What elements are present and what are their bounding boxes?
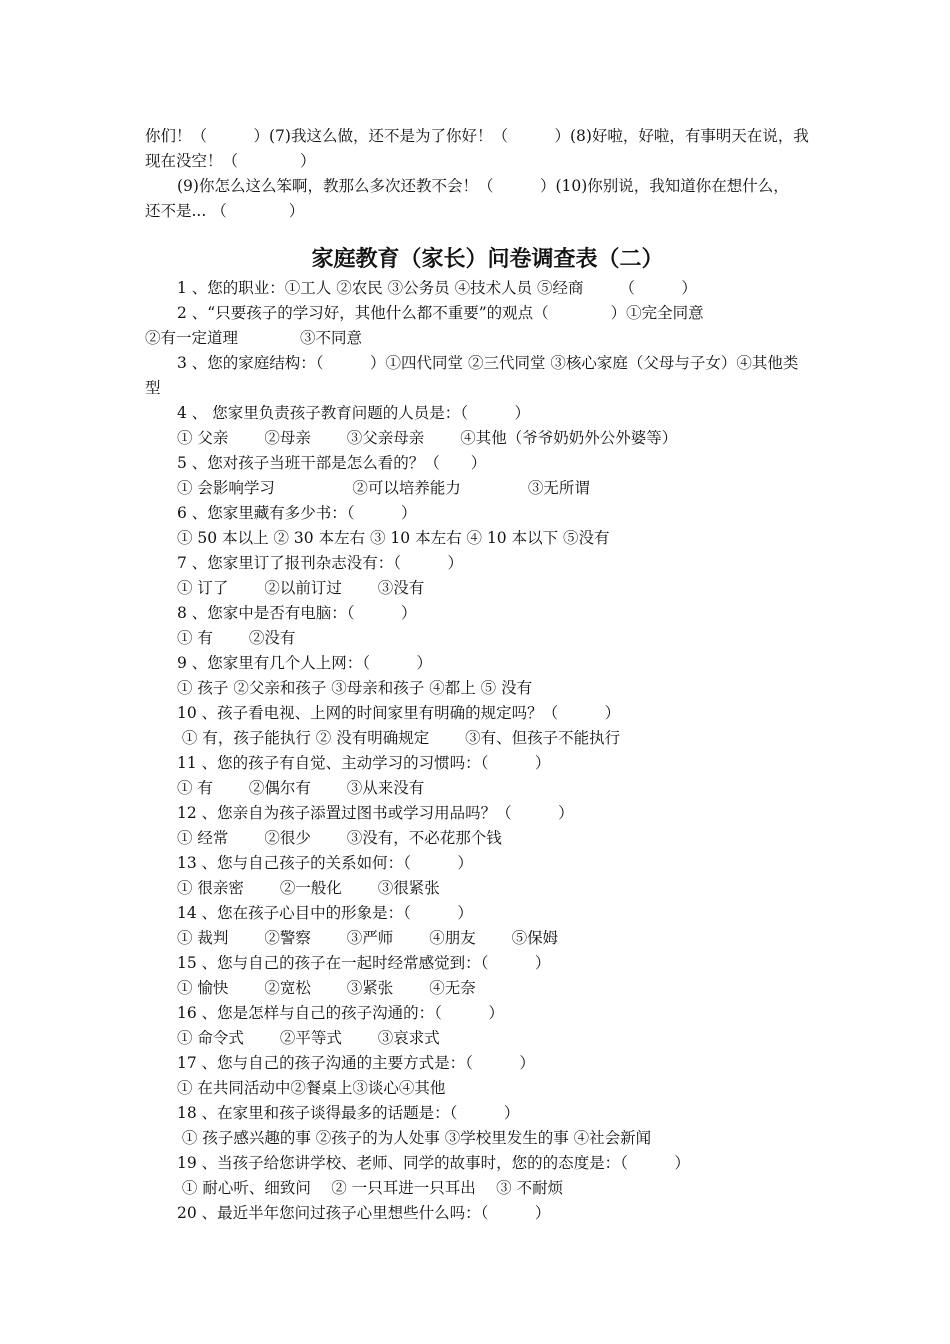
option-line: ① 耐心听、细致问 ② 一只耳进一只耳出 ③ 不耐烦	[177, 1179, 564, 1197]
option-line: ① 孩子 ②父亲和孩子 ③母亲和孩子 ④都上 ⑤ 没有	[177, 679, 533, 697]
question-line: 14 、您在孩子心目中的形象是：（ ）	[177, 904, 473, 922]
document-page	[145, 124, 810, 1226]
survey-questions	[145, 276, 810, 1226]
question-line: 17 、您与自己的孩子沟通的主要方式是：（ ）	[177, 1054, 535, 1072]
question-line: 3 、您的家庭结构：（ ）①四代同堂 ②三代同堂 ③核心家庭（父母与子女）④其他类	[177, 354, 799, 372]
question-line: 12 、您亲自为孩子添置过图书或学习用品吗？（ ）	[177, 804, 574, 822]
question-line: 2 、“只要孩子的学习好，其他什么都不重要”的观点（ ）①完全同意	[177, 304, 704, 322]
question-line: 型	[145, 379, 161, 397]
question-line: 7 、您家里订了报刊杂志没有：（ ）	[177, 554, 464, 572]
question-line: 5 、您对孩子当班干部是怎么看的？（ ）	[177, 454, 487, 472]
option-line: ① 经常 ②很少 ③没有，不必花那个钱	[177, 829, 502, 847]
question-line: 13 、您与自己孩子的关系如何：（ ）	[177, 854, 473, 872]
question-line: 8 、您家中是否有电脑：（ ）	[177, 604, 417, 622]
question-line: 19 、当孩子给您讲学校、老师、同学的故事时，您的的态度是：（ ）	[177, 1154, 690, 1172]
option-line: ① 很亲密 ②一般化 ③很紧张	[177, 879, 440, 897]
intro-section	[145, 124, 810, 224]
question-line: 10 、孩子看电视、上网的时间家里有明确的规定吗？（ ）	[177, 704, 621, 722]
option-line: ① 命令式 ②平等式 ③哀求式	[177, 1029, 440, 1047]
option-line: ① 父亲 ②母亲 ③父亲母亲 ④其他（爷爷奶奶外公外婆等）	[177, 429, 678, 447]
option-line: ① 会影响学习 ②可以培养能力 ③无所谓	[177, 479, 590, 497]
question-line: 4 、 您家里负责孩子教育问题的人员是：（ ）	[177, 404, 530, 422]
option-line: ① 愉快 ②宽松 ③紧张 ④无奈	[177, 979, 476, 997]
question-line: 11 、您的孩子有自觉、主动学习的习惯吗：（ ）	[177, 754, 551, 772]
question-line: 16 、您是怎样与自己的孩子沟通的：（ ）	[177, 1004, 504, 1022]
intro-line: 现在没空！（ ）	[145, 152, 316, 170]
option-line: ① 50 本以上 ② 30 本左右 ③ 10 本左右 ④ 10 本以下 ⑤没有	[177, 529, 610, 547]
intro-line: 还不是... （ ）	[145, 202, 305, 220]
option-line: ① 有，孩子能执行 ② 没有明确规定 ③有、但孩子不能执行	[177, 729, 621, 747]
option-line: ① 有 ②没有	[177, 629, 296, 647]
question-line: 15 、您与自己的孩子在一起时经常感觉到：（ ）	[177, 954, 551, 972]
intro-line: 你们！（ ）(7)我这么做，还不是为了你好！（ ）(8)好啦，好啦，有事明天在说，我	[145, 127, 809, 145]
survey-title: 家庭教育（家长）问卷调查表（二）	[311, 246, 664, 272]
intro-line: (9)你怎么这么笨啊，教那么多次还教不会！（ ）(10)你别说，我知道你在想什么，	[177, 177, 789, 195]
option-line: ②有一定道理 ③不同意	[145, 329, 363, 347]
option-line: ① 订了 ②以前订过 ③没有	[177, 579, 425, 597]
question-line: 6 、您家里藏有多少书：（ ）	[177, 504, 417, 522]
option-line: ① 孩子感兴趣的事 ②孩子的为人处事 ③学校里发生的事 ④社会新闻	[177, 1129, 652, 1147]
question-line: 18 、在家里和孩子谈得最多的话题是：（ ）	[177, 1104, 520, 1122]
option-line: ① 有 ②偶尔有 ③从来没有	[177, 779, 425, 797]
option-line: ① 在共同活动中②餐桌上③谈心④其他	[177, 1079, 446, 1097]
option-line: ① 裁判 ②警察 ③严师 ④朋友 ⑤保姆	[177, 929, 559, 947]
question-line: 1 、您的职业：①工人 ②农民 ③公务员 ④技术人员 ⑤经商 （ ）	[177, 279, 697, 297]
question-line: 20 、最近半年您问过孩子心里想些什么吗：（ ）	[177, 1204, 551, 1222]
question-line: 9 、您家里有几个人上网：（ ）	[177, 654, 433, 672]
